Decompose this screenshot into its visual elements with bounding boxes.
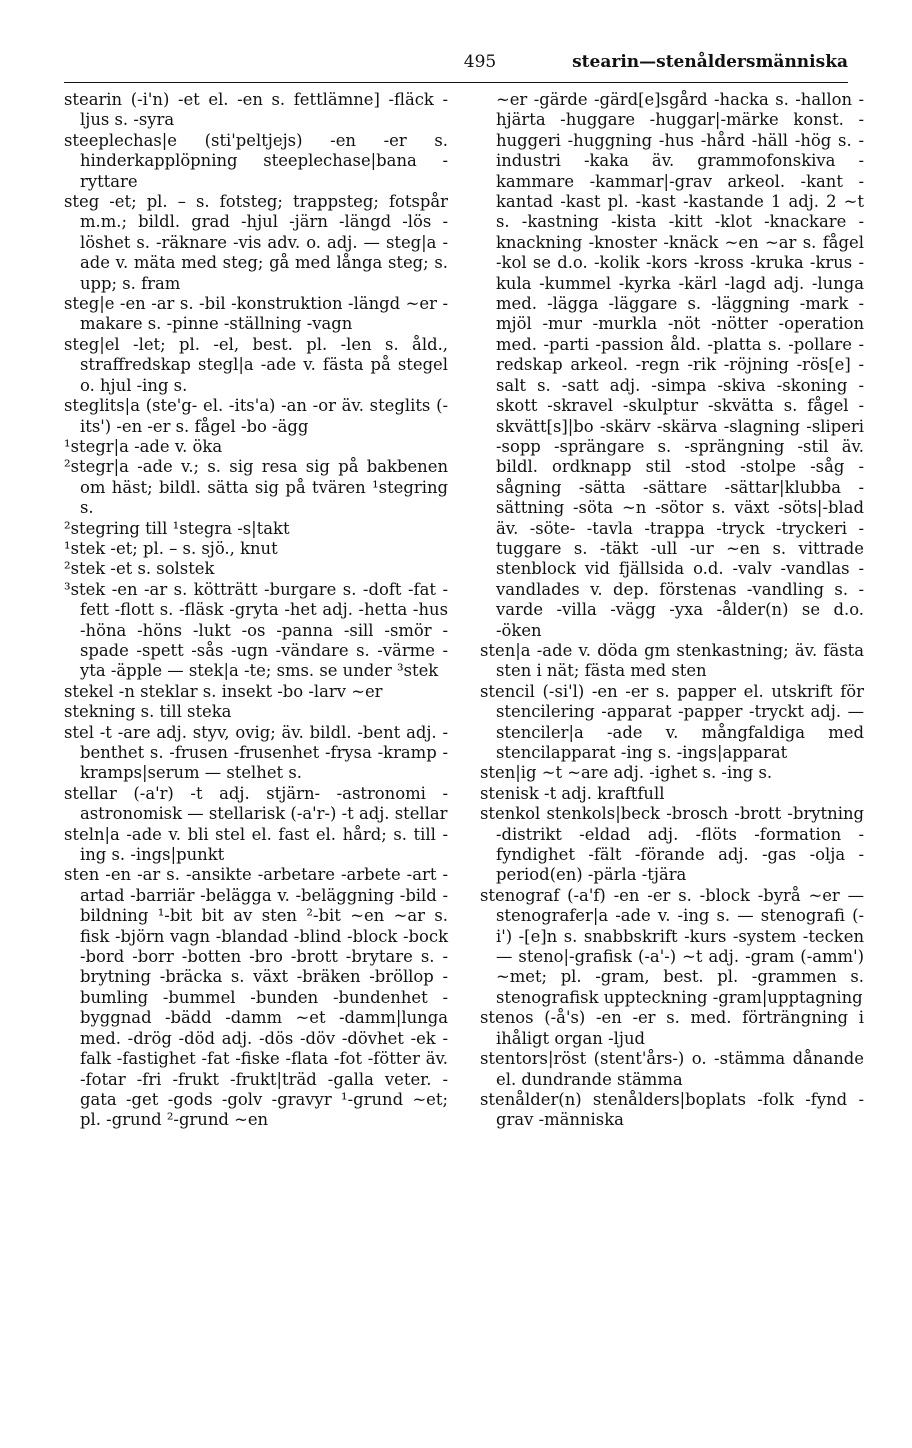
dictionary-entry: ²stegr|a -ade v.; s. sig resa sig på bakbenen om häst; bildl. sätta sig på tvären ¹stegring s. bbox=[64, 457, 448, 518]
dictionary-entry: ²stek -et s. solstek bbox=[64, 559, 215, 579]
dictionary-entry: steglits|a (ste'g- el. -its'a) -an -or äv. steglits (-its') -en -er s. fågel -bo -ägg bbox=[64, 396, 448, 436]
dictionary-entry: sten -en -ar s. -ansikte -arbetare -arbete -art -artad -barriär -belägga v. -beläggning -bild -bildning ¹-bit bit av sten ²-bit ~en ~ar s. fisk -björn vagn -blandad -blind -block -bock -bord -borr -botten -bro -brott -brytare s. -brytning -bräcka s. växt -bräken -bröllop -bumling -bummel -bunden -bundenhet -byggnad -bädd -damm ~et -damm|lunga med. -drög -död adj. -dös -döv -dövhet -ek -falk -fastighet -fat -fiske -flata -fot -fötter äv. -fotar -fri -frukt -frukt|träd -galla veter. -gata -get -gods -golv -gravyr ¹-grund ~et; pl. -grund ²-grund ~en bbox=[64, 865, 448, 1130]
dictionary-entry-continued: ~er -gärde -gärd[e]sgård -hacka s. -hallon -hjärta -huggare -huggar|-märke konst. -huggeri -huggning -hus -hård -häll -hög s. -industri -kaka äv. grammofonskiva -kammare -kammar|-grav arkeol. -kant -kantad -kast pl. -kast -kastande 1 adj. 2 ~t s. -kastning -kista -kitt -klot -knackare -knackning -knoster -knäck ~en ~ar s. fågel -kol se d.o. -kolik -kors -kross -kruka -krus -kula -kummel -kyrka -kärl -lagd adj. -lunga med. -lägga -läggare s. -läggning -mark -mjöl -mur -murkla -nöt -nötter -operation med. -parti -passion åld. -platta s. -pollare -redskap arkeol. -regn -rik -röjning -rös[e] -salt s. -satt adj. -simpa -skiva -skoning -skott -skravel -skulptur -skvätta s. fågel -skvätt[s]|bo -skärv -skärva -slagning -sliperi -sopp -sprängare s. -sprängning -stil äv. bildl. ordknapp stil -stod -stolpe -såg -sågning -sätta -sättare -sättar|klubba -sättning -söta ~n -sötor s. växt -söts|-blad äv. -söte- -tavla -trappa -tryck -tryckeri -tuggare s. -täkt -ull -ur ~en s. vittrade stenblock vid fjällsida o.d. -valv -vandlas -vandlades v. dep. förstenas -vandling s. -varde -villa -vägg -yxa -ålder(n) se d.o. -öken bbox=[496, 90, 864, 640]
dictionary-entry: stenålder(n) stenålders|boplats -folk -fynd -grav -människa bbox=[480, 1089, 864, 1130]
dictionary-entry: stencil (-si'l) -en -er s. papper el. utskrift för stencilering -apparat -papper -tryckt adj. — stenciler|a -ade v. mångfaldiga med stencilapparat -ing s. -ings|apparat bbox=[480, 681, 864, 762]
dictionary-entry: stenos (-å's) -en -er s. med. förträngning i ihåligt organ -ljud bbox=[480, 1008, 864, 1048]
dictionary-entry: stenisk -t adj. kraftfull bbox=[480, 783, 665, 803]
dictionary-entry: ¹stegr|a -ade v. öka bbox=[64, 436, 223, 456]
dictionary-entry: stenograf (-a'f) -en -er s. -block -byrå ~er — stenografer|a -ade v. -ing s. — stenografi (-i') -[e]n s. snabbskrift -kurs -system -tecken — steno|-grafisk (-a'-) ~t adj. -gram (-amm') ~met; pl. -gram, best. pl. -grammen s. stenografisk uppteckning -gram|upptagning bbox=[480, 885, 864, 1007]
dictionary-entry: stenkol stenkols|beck -brosch -brott -brytning -distrikt -eldad adj. -flöts -formation -fyndighet -fält -förande adj. -gas -olja -period(en) -pärla -tjära bbox=[480, 804, 864, 885]
left-column bbox=[64, 90, 448, 1131]
dictionary-entry: steeplechas|e (sti'peltjejs) -en -er s. hinderkapplöpning steeplechase|bana -ryttare bbox=[64, 130, 448, 191]
header-rule bbox=[64, 82, 848, 83]
dictionary-entry: steg -et; pl. – s. fotsteg; trappsteg; fotspår m.m.; bildl. grad -hjul -järn -längd -lös -löshet s. -räknare -vis adv. o. adj. — steg|a -ade v. mäta med steg; gå med långa steg; s. upp; s. fram bbox=[64, 192, 448, 293]
page-number: 495 bbox=[463, 52, 497, 72]
dictionary-entry: steln|a -ade v. bli stel el. fast el. hård; s. till -ing s. -ings|punkt bbox=[64, 824, 448, 865]
dictionary-entry: stentors|röst (stent'års-) o. -stämma dånande el. dundrande stämma bbox=[480, 1049, 864, 1089]
dictionary-entry: stel -t -are adj. styv, ovig; äv. bildl. -bent adj. -benthet s. -frusen -frusenhet -frysa -kramp -kramps|serum — stelhet s. bbox=[64, 722, 448, 783]
dictionary-entry: stearin (-i'n) -et el. -en s. fettlämne] -fläck -ljus s. -syra bbox=[64, 90, 448, 130]
dictionary-entry: stellar (-a'r) -t adj. stjärn- -astronomi -astronomisk — stellarisk (-a'r-) -t adj. stellar bbox=[64, 783, 448, 824]
dictionary-entry: ¹stek -et; pl. – s. sjö., knut bbox=[64, 538, 278, 558]
dictionary-entry: sten|a -ade v. döda gm stenkastning; äv. fästa sten i nät; fästa med sten bbox=[480, 640, 864, 681]
dictionary-entry: ²stegring till ¹stegra -s|takt bbox=[64, 518, 290, 538]
dictionary-entry: sten|ig ~t ~are adj. -ighet s. -ing s. bbox=[480, 763, 773, 783]
dictionary-entry: ³stek -en -ar s. kötträtt -burgare s. -doft -fat -fett -flott s. -fläsk -gryta -het adj. -hetta -hus -höna -höns -lukt -os -panna -sill -smör -spade -spett -sås -ugn -vändare s. -värme -yta -äpple — stek|a -te; sms. se under ³stek bbox=[64, 579, 448, 681]
right-column bbox=[480, 90, 864, 1131]
dictionary-entry: steg|el -let; pl. -el, best. pl. -len s. åld., straffredskap stegl|a -ade v. fästa på stegel o. hjul -ing s. bbox=[64, 334, 448, 395]
dictionary-entry: stekning s. till steka bbox=[64, 702, 232, 722]
running-head: stearin—stenåldersmänniska bbox=[572, 52, 848, 72]
dictionary-entry: steg|e -en -ar s. -bil -konstruktion -längd ~er -makare s. -pinne -ställning -vagn bbox=[64, 294, 448, 334]
dictionary-entry: stekel -n steklar s. insekt -bo -larv ~er bbox=[64, 681, 383, 701]
page-header bbox=[64, 50, 848, 80]
